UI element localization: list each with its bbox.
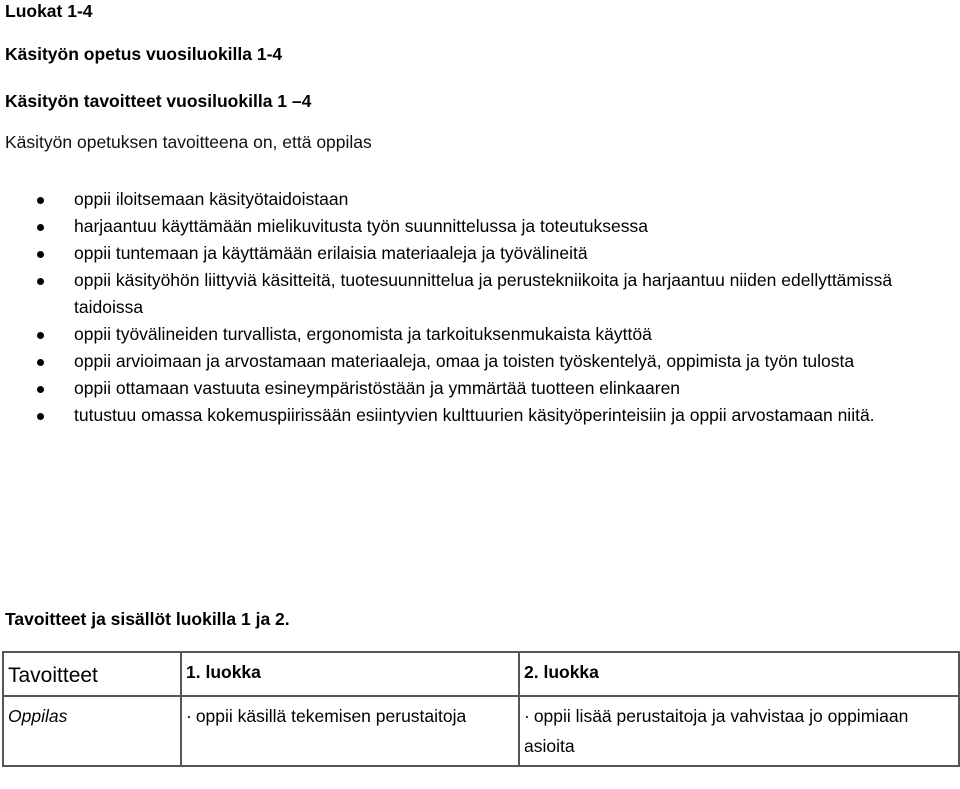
intro-text: Käsityön opetuksen tavoitteena on, että oppilas — [5, 132, 372, 152]
list-item — [0, 240, 960, 267]
row-label: Oppilas — [3, 696, 181, 766]
goals-table — [2, 651, 960, 767]
cell-text: oppii käsillä tekemisen perustaitoja — [195, 706, 467, 726]
list-item — [0, 375, 960, 402]
bullet-icon — [37, 386, 44, 393]
bullet-icon — [37, 332, 44, 339]
goals-list — [0, 186, 960, 429]
page-subtitle: Käsityön opetus vuosiluokilla 1-4 — [5, 44, 283, 64]
list-item — [0, 348, 960, 375]
bullet-icon — [37, 413, 44, 420]
bullet-mark: · — [524, 706, 530, 726]
list-item — [0, 321, 960, 348]
goal-text: oppii työvälineiden turvallista, ergonomista ja tarkoituksenmukaista käyttöä — [74, 324, 652, 344]
table-header-row — [3, 652, 959, 696]
section-title: Käsityön tavoitteet vuosiluokilla 1 –4 — [5, 91, 312, 111]
column-header-grade-2: 2. luokka — [519, 652, 959, 696]
cell-text: oppii lisää perustaitoja ja vahvistaa jo oppimiaan asioita — [524, 706, 909, 756]
bullet-icon — [37, 197, 44, 204]
table-heading: Tavoitteet ja sisällöt luokilla 1 ja 2. — [5, 609, 290, 629]
column-header-goals: Tavoitteet — [3, 652, 181, 696]
column-header-grade-1: 1. luokka — [181, 652, 519, 696]
list-item — [0, 267, 960, 321]
table-row — [3, 696, 959, 766]
goal-text: harjaantuu käyttämään mielikuvitusta työn suunnittelussa ja toteutuksessa — [74, 216, 648, 236]
list-item — [0, 186, 960, 213]
list-item — [0, 213, 960, 240]
goal-text: tutustuu omassa kokemuspiirissään esiintyvien kulttuurien käsityöperinteisiin ja oppii arvostamaan niitä. — [74, 405, 875, 425]
goal-text: oppii iloitsemaan käsityötaidoistaan — [74, 189, 349, 209]
page-title: Luokat 1-4 — [5, 1, 93, 21]
bullet-icon — [37, 278, 44, 285]
bullet-icon — [37, 224, 44, 231]
bullet-mark: · — [186, 706, 192, 726]
list-item — [0, 402, 960, 429]
goal-text: oppii käsityöhön liittyviä käsitteitä, tuotesuunnittelua ja perustekniikoita ja harjaantuu niiden edellyttämissä taidoissa — [74, 270, 893, 317]
bullet-icon — [37, 359, 44, 366]
bullet-icon — [37, 251, 44, 258]
goal-text: oppii ottamaan vastuuta esineympäristöstään ja ymmärtää tuotteen elinkaaren — [74, 378, 681, 398]
goal-text: oppii tuntemaan ja käyttämään erilaisia materiaaleja ja työvälineitä — [74, 243, 588, 263]
goal-text: oppii arvioimaan ja arvostamaan materiaaleja, omaa ja toisten työskentelyä, oppimista ja työn tulosta — [74, 351, 855, 371]
table-cell-grade-2 — [519, 696, 959, 766]
table-cell-grade-1 — [181, 696, 519, 766]
